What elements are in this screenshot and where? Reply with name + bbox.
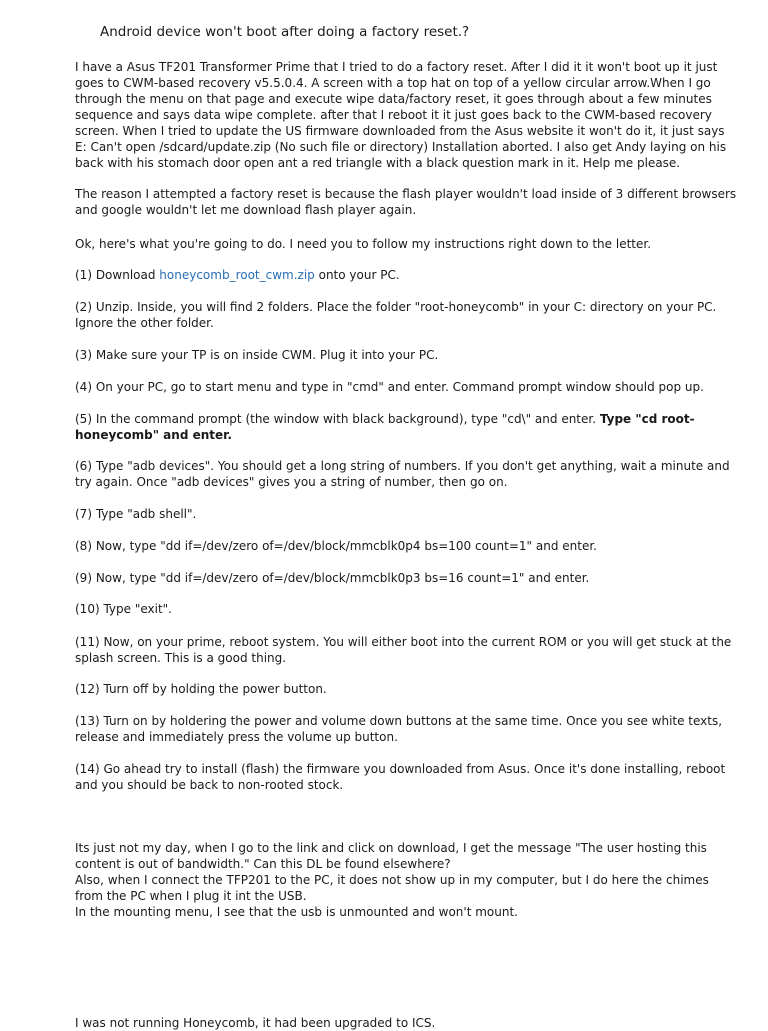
download-link[interactable]: honeycomb_root_cwm.zip (159, 268, 315, 282)
step-6: (6) Type "adb devices". You should get a long string of numbers. If you don't get anything, wait a minute and try again. Once "adb devices" gives you a string of number, then go on. (75, 459, 730, 489)
step-4: (4) On your PC, go to start menu and type in "cmd" and enter. Command prompt window should pop up. (75, 380, 704, 394)
step-13: (13) Turn on by holdering the power and volume down buttons at the same time. Once you see white texts, release and immediately press the volume up button. (75, 714, 723, 744)
step-10: (10) Type "exit". (75, 602, 172, 616)
question-paragraph-2: The reason I attempted a factory reset is because the flash player wouldn't load inside of 3 different browsers and google wouldn't let me download flash player again. (75, 187, 737, 217)
question-paragraph-1: I have a Asus TF201 Transformer Prime that I tried to do a factory reset. After I did it it won't boot up it just goes to CWM-based recovery v5.5.0.4. A screen with a top hat on top of a yellow circular arrow.When I go through the menu on that page and execute wipe data/factory reset, it goes through about a few minutes sequence and says data wipe complete. after that I reboot it it just goes back to the CWM-based recovery screen. When I tried to update the US firmware downloaded from the Asus website it won't do it, it just says E: Can't open /sdcard/update.zip (No such file or directory) Installation aborted. I also get Andy laying on his back with his stomach door open ant a red triangle with a black question mark in it. Help me please. (75, 60, 727, 170)
followup-line-1: Its just not my day, when I go to the link and click on download, I get the message "The user hosting this content is out of bandwidth." Can this DL be found elsewhere? (75, 841, 707, 871)
step-5-prefix: (5) In the command prompt (the window with black background), type "cd\" and enter. (75, 412, 600, 426)
step-14: (14) Go ahead try to install (flash) the firmware you downloaded from Asus. Once it's done installing, reboot and you should be back to non-rooted stock. (75, 762, 726, 792)
step-3: (3) Make sure your TP is on inside CWM. Plug it into your PC. (75, 348, 439, 362)
step-5 (75, 411, 739, 443)
step-1-prefix: (1) Download (75, 268, 160, 282)
step-11: (11) Now, on your prime, reboot system. You will either boot into the current ROM or you will get stuck at the splash screen. This is a good thing. (75, 635, 732, 665)
last-reply: I was not running Honeycomb, it had been upgraded to ICS. (75, 1016, 436, 1030)
step-2: (2) Unzip. Inside, you will find 2 folders. Place the folder "root-honeycomb" in your C: directory on your PC. Ignore the other folder. (75, 300, 717, 330)
step-8: (8) Now, type "dd if=/dev/zero of=/dev/block/mmcblk0p4 bs=100 count=1" and enter. (75, 539, 597, 553)
page-title: Android device won't boot after doing a factory reset.? (100, 24, 470, 40)
step-7: (7) Type "adb shell". (75, 507, 197, 521)
step-1-suffix: onto your PC. (314, 268, 400, 282)
step-5-bold: Type "cd root-honeycomb" and enter. (75, 412, 695, 442)
step-9: (9) Now, type "dd if=/dev/zero of=/dev/block/mmcblk0p3 bs=16 count=1" and enter. (75, 571, 590, 585)
answer-intro: Ok, here's what you're going to do. I need you to follow my instructions right down to the letter. (75, 237, 652, 251)
followup-line-2: Also, when I connect the TFP201 to the PC, it does not show up in my computer, but I do here the chimes from the PC when I plug it int the USB. (75, 873, 709, 903)
followup-line-3: In the mounting menu, I see that the usb is unmounted and won't mount. (75, 905, 518, 919)
step-1 (75, 267, 739, 283)
step-12: (12) Turn off by holding the power button. (75, 682, 327, 696)
